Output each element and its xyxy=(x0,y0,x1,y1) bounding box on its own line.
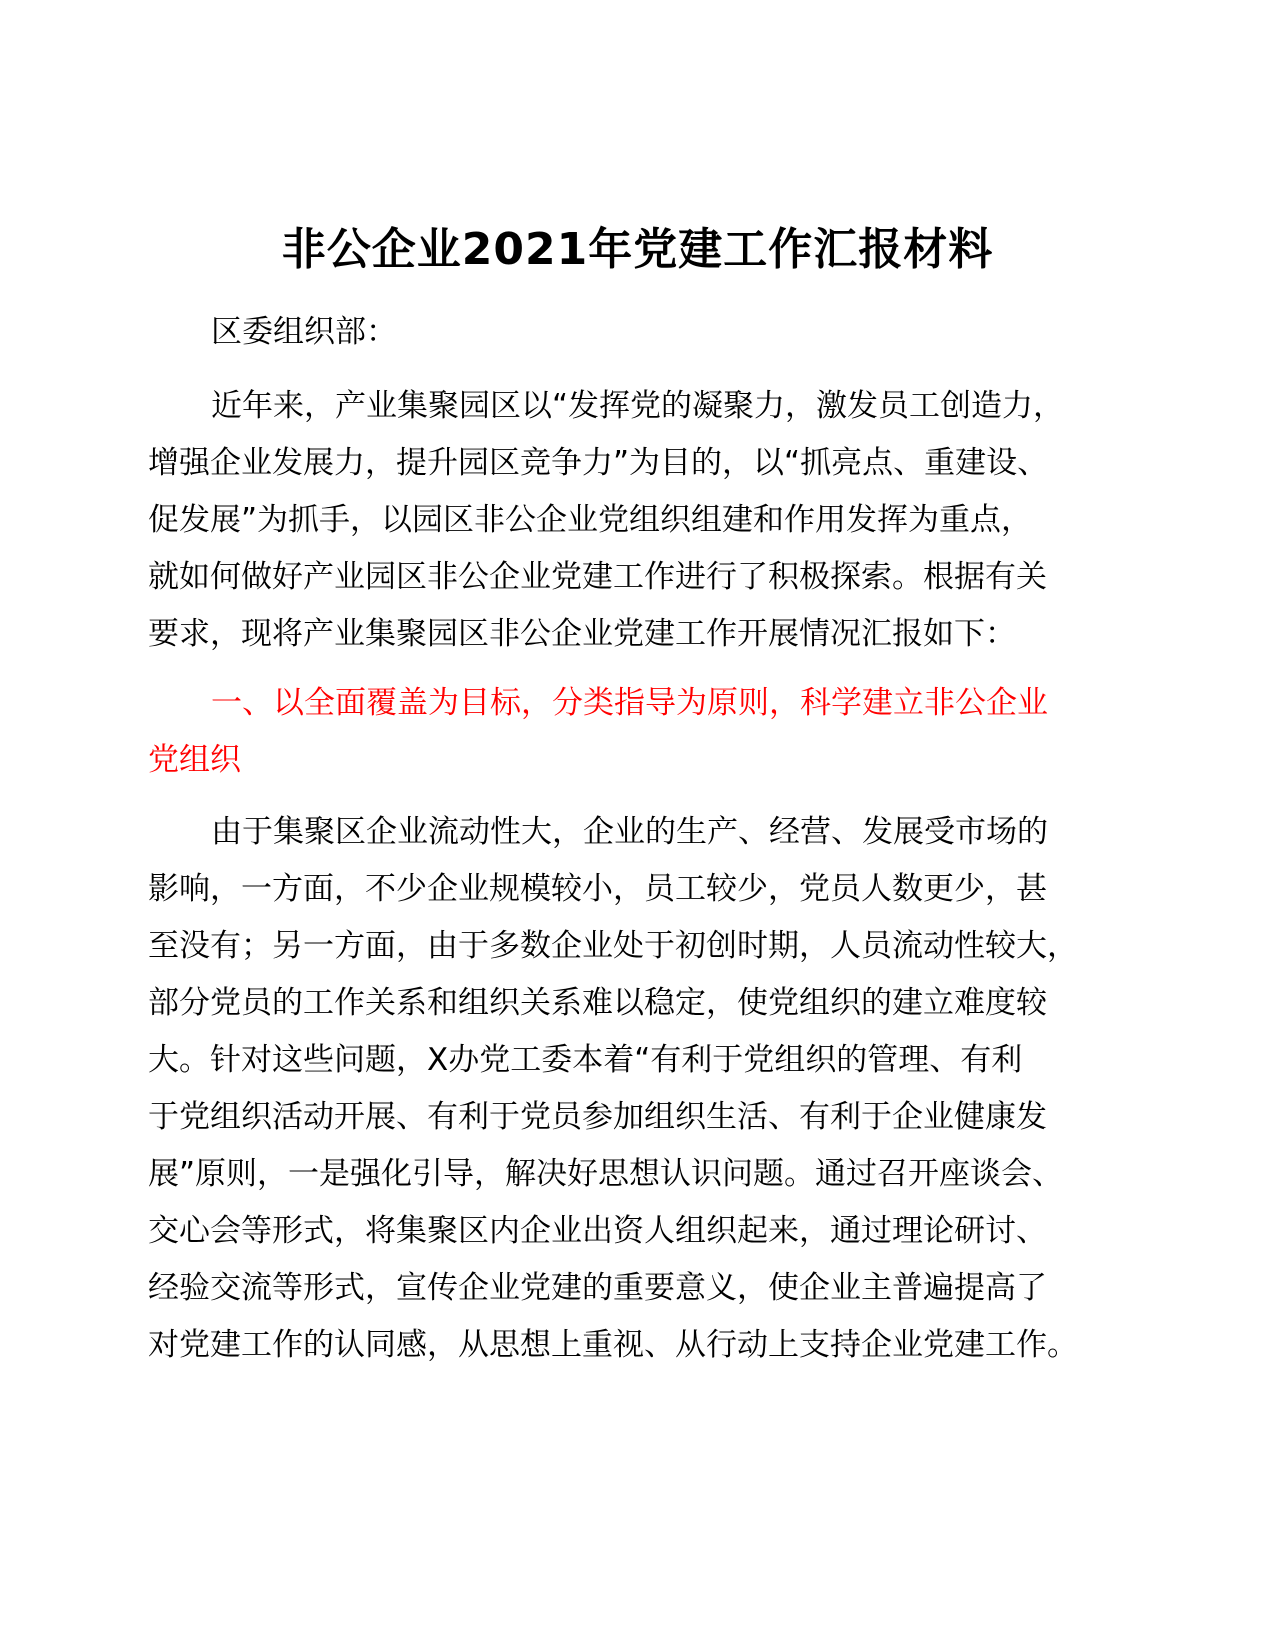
paragraph-line: 影响，一方面，不少企业规模较小，员工较少，党员人数更少，甚 xyxy=(148,871,1047,907)
paragraph-line: 至没有；另一方面，由于多数企业处于初创时期，人员流动性较大， xyxy=(148,928,1078,964)
paragraph-line: 部分党员的工作关系和组织关系难以稳定，使党组织的建立难度较 xyxy=(148,985,1047,1021)
paragraph-line: 促发展”为抓手，以园区非公企业党组织组建和作用发挥为重点， xyxy=(148,502,1033,538)
heading-line: 一、以全面覆盖为目标，分类指导为原则，科学建立非公企业 xyxy=(211,685,1048,721)
paragraph-line: 就如何做好产业园区非公企业党建工作进行了积极探索。根据有关 xyxy=(148,559,1047,595)
paragraph-line: 经验交流等形式，宣传企业党建的重要意义，使企业主普遍提高了 xyxy=(148,1270,1047,1306)
heading-line: 党组织 xyxy=(148,742,241,778)
paragraph-line: 由于集聚区企业流动性大，企业的生产、经营、发展受市场的 xyxy=(211,814,1048,850)
document-title: 非公企业2021年党建工作汇报材料 xyxy=(281,224,994,275)
paragraph-line: 交心会等形式，将集聚区内企业出资人组织起来，通过理论研讨、 xyxy=(148,1213,1047,1249)
paragraph-line: 于党组织活动开展、有利于党员参加组织生活、有利于企业健康发 xyxy=(148,1099,1047,1135)
section-body-1 xyxy=(148,804,1108,1374)
paragraph-line: 展”原则，一是强化引导，解决好思想认识问题。通过召开座谈会、 xyxy=(148,1156,1064,1192)
salutation: 区委组织部： xyxy=(211,314,397,350)
paragraph-line: 对党建工作的认同感，从思想上重视、从行动上支持企业党建工作。 xyxy=(148,1327,1078,1363)
section-heading-1 xyxy=(148,675,1108,789)
paragraph-line: 要求，现将产业集聚园区非公企业党建工作开展情况汇报如下： xyxy=(148,616,1016,652)
paragraph-line: 增强企业发展力，提升园区竞争力”为目的，以“抓亮点、重建设、 xyxy=(148,445,1049,481)
intro-paragraph xyxy=(148,378,1108,663)
paragraph-line: 近年来，产业集聚园区以“发挥党的凝聚力，激发员工创造力， xyxy=(211,388,1065,424)
paragraph-line: 大。针对这些问题，X办党工委本着“有利于党组织的管理、有利 xyxy=(148,1042,1023,1078)
